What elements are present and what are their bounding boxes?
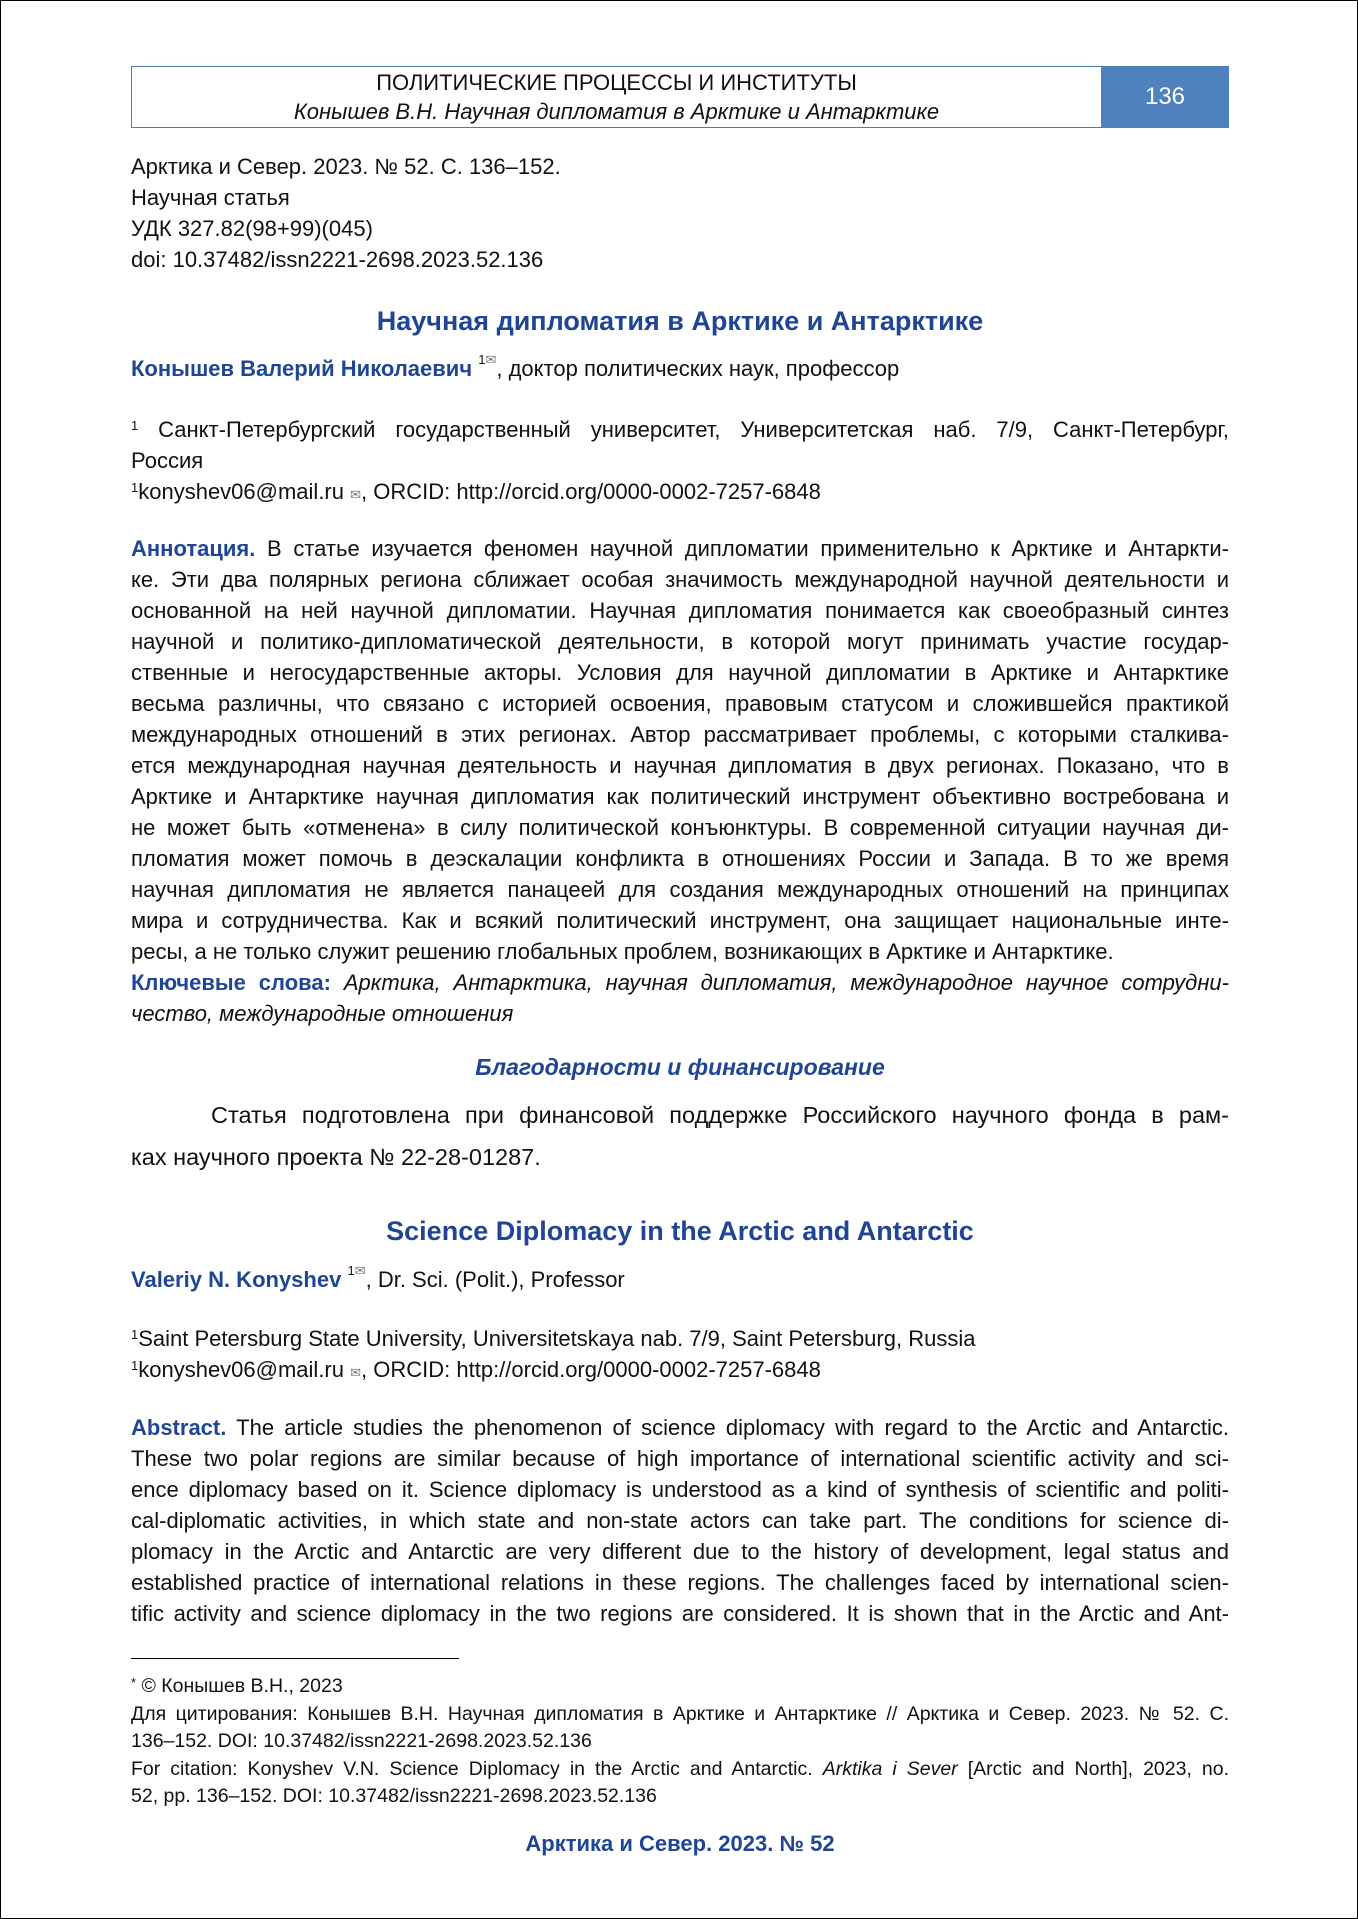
en-affiliation-sup: 1	[131, 1327, 139, 1342]
citation-en-start: For citation: Konyshev V.N. Science Diplomacy in the Arctic and Antarctic.	[131, 1757, 813, 1780]
en-author-degree: , Dr. Sci. (Polit.), Professor	[365, 1267, 625, 1292]
en-email: konyshev06@mail.ru	[138, 1357, 344, 1382]
header-section: ПОЛИТИЧЕСКИЕ ПРОЦЕССЫ И ИНСТИТУТЫ	[376, 70, 857, 95]
article-meta	[131, 151, 561, 275]
article-type: Научная статья	[131, 185, 290, 210]
citation-ru-line1: Для цитирования: Конышев В.Н. Научная дипломатия в Арктике и Антарктике // Арктика и Север. 2023. № 52. С.	[131, 1702, 1229, 1725]
header-running-title: Конышев В.Н. Научная дипломатия в Арктике и Антарктике	[293, 99, 940, 124]
en-author-name: Valeriy N. Konyshev	[131, 1267, 342, 1292]
en-affiliation	[131, 1323, 1229, 1388]
ru-abstract-line: В статье изучается феномен научной дипломатии применительно к Арктике и Антаркти-	[267, 536, 1229, 561]
ru-abstract-line: ственные и негосударственные акторы. Условия для научной дипломатии в Арктике и Антарктике	[131, 660, 1229, 685]
ru-author-name: Конышев Валерий Николаевич	[131, 356, 473, 381]
ru-abstract-line: ке. Эти два полярных региона сближает особая значимость международной научной деятельности и	[131, 567, 1229, 592]
ru-keywords-label: Ключевые слова:	[131, 970, 331, 995]
en-abstract-label: Abstract.	[131, 1415, 227, 1440]
en-abstract-line: plomacy in the Arctic and Antarctic are very different due to the history of development, legal status and	[131, 1539, 1229, 1564]
en-abstract-line: These two polar regions are similar because of high importance of international scientific activity and sci-	[131, 1446, 1229, 1471]
citation-en-journal: Arktika i Sever	[822, 1757, 958, 1780]
ru-abstract	[131, 533, 1229, 1029]
en-author-sup: 1✉	[347, 1263, 366, 1278]
ru-author	[131, 352, 900, 382]
ru-affiliation-sup: 1	[131, 418, 139, 433]
footnote	[131, 1673, 1229, 1811]
en-abstract-line: The article studies the phenomenon of science diplomacy with regard to the Arctic and Antarctic.	[236, 1415, 1229, 1440]
ru-affiliation-line2: Россия	[131, 448, 204, 473]
en-abstract-line: established practice of international relations in these regions. The challenges faced by international scien-	[131, 1570, 1229, 1595]
ru-author-sup: 1✉	[478, 352, 497, 367]
ru-abstract-line: научная дипломатия не является панацеей для создания международных отношений на принципах	[131, 877, 1229, 902]
ru-abstract-line: пломатия может помочь в деэскалации конфликта в отношениях России и Запада. В то же время	[131, 846, 1229, 871]
en-abstract-line: tific activity and science diplomacy in the two regions are considered. It is shown that in the Arctic and Ant-	[131, 1601, 1229, 1626]
page-footer: Арктика и Север. 2023. № 52	[525, 1831, 835, 1856]
citation-en-end: [Arctic and North], 2023, no.	[967, 1757, 1230, 1780]
en-abstract	[131, 1412, 1229, 1629]
en-title: Science Diplomacy in the Arctic and Antarctic	[386, 1216, 974, 1246]
ru-email-sup: 1	[131, 480, 139, 495]
en-orcid: , ORCID: http://orcid.org/0000-0002-7257-6848	[361, 1357, 821, 1382]
ack-line2: ках научного проекта № 22-28-01287.	[131, 1144, 541, 1170]
page-number: 136	[1101, 66, 1229, 128]
ru-abstract-line: ресы, а не только служит решению глобальных проблем, возникающих в Арктике и Антарктике.	[131, 939, 1114, 964]
ru-abstract-label: Аннотация.	[131, 536, 256, 561]
en-abstract-line: cal-diplomatic activities, in which state and non-state actors can take part. The conditions for science di-	[131, 1508, 1229, 1533]
udc-code: УДК 327.82(98+99)(045)	[131, 216, 373, 241]
footnote-copyright: © Конышев В.Н., 2023	[141, 1675, 343, 1697]
ru-keywords-cont: чество, международные отношения	[131, 1001, 514, 1026]
header-box	[131, 66, 1101, 128]
running-header	[131, 66, 1229, 128]
ru-abstract-line: не может быть «отменена» в силу политической конъюнктуры. В современной ситуации научная ди-	[131, 815, 1229, 840]
ru-orcid: , ORCID: http://orcid.org/0000-0002-7257-6848	[361, 479, 821, 504]
envelope-icon: ✉	[485, 352, 497, 367]
footnote-rule	[131, 1658, 459, 1659]
journal-ref: Арктика и Север. 2023. № 52. С. 136–152.	[131, 154, 561, 179]
envelope-icon: ✉	[350, 1365, 362, 1380]
footnote-mark: *	[131, 1675, 137, 1690]
ru-affiliation-line1: Санкт-Петербургский государственный университет, Университетская наб. 7/9, Санкт-Петербург,	[158, 417, 1229, 442]
envelope-icon: ✉	[354, 1263, 366, 1278]
citation-ru-line2: 136–152. DOI: 10.37482/issn2221-2698.2023.52.136	[131, 1730, 592, 1752]
en-abstract-line: ence diplomacy based on it. Science diplomacy is understood as a kind of synthesis of scientific and politi-	[131, 1477, 1229, 1502]
ru-abstract-line: мира и сотрудничества. Как и всякий политический инструмент, она защищает национальные инте-	[131, 908, 1229, 933]
ru-abstract-line: весьма различны, что связано с историей освоения, правовым статусом и сложившейся практикой	[131, 691, 1229, 716]
en-affiliation-text: Saint Petersburg State University, Universitetskaya nab. 7/9, Saint Petersburg, Russia	[138, 1326, 976, 1351]
doi: doi: 10.37482/issn2221-2698.2023.52.136	[131, 247, 544, 272]
ru-abstract-line: Арктике и Антарктике научная дипломатия как политический инструмент объективно востребована и	[131, 784, 1229, 809]
ack-title: Благодарности и финансирование	[475, 1054, 885, 1080]
ru-abstract-line: основанной на ней научной дипломатии. Научная дипломатия понимается как своеобразный синтез	[131, 598, 1229, 623]
ru-title: Научная дипломатия в Арктике и Антарктике	[376, 306, 984, 336]
ru-author-degree: , доктор политических наук, профессор	[496, 356, 900, 381]
citation-en-line2: 52, pp. 136–152. DOI: 10.37482/issn2221-2698.2023.52.136	[131, 1785, 657, 1807]
envelope-icon: ✉	[350, 487, 362, 502]
ru-email: konyshev06@mail.ru	[138, 479, 344, 504]
ru-abstract-line: международных отношений в этих регионах. Автор рассматривает проблемы, с которыми сталкива-	[131, 722, 1229, 747]
en-email-sup: 1	[131, 1358, 139, 1373]
ru-keywords: Арктика, Антарктика, научная дипломатия, международное научное сотрудни-	[343, 970, 1229, 995]
ru-affiliation	[131, 414, 1229, 510]
ru-abstract-line: ется международная научная деятельность и научная дипломатия в двух регионах. Показано, что в	[131, 753, 1229, 778]
en-author	[131, 1263, 625, 1293]
ack-line1: Статья подготовлена при финансовой поддержке Российского научного фонда в рам-	[211, 1102, 1229, 1128]
ack-text	[131, 1094, 1229, 1178]
ru-abstract-line: научной и политико-дипломатической деятельности, в которой могут принимать участие государ-	[131, 629, 1229, 654]
